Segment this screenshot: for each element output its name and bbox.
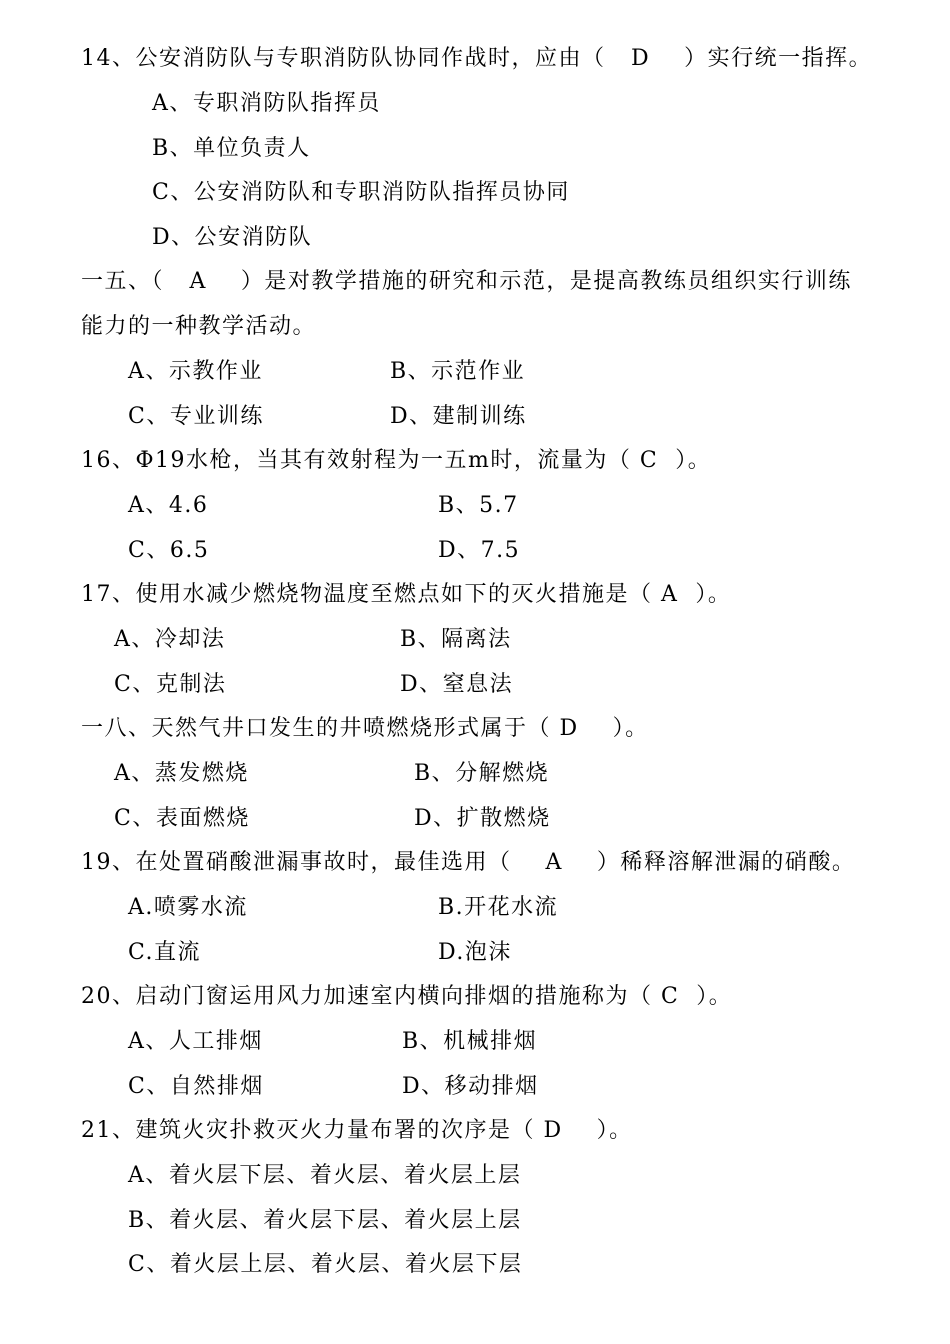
question-21-stem: 21、建筑火灾扑救灭火力量布署的次序是（ D ）。	[81, 1118, 633, 1143]
question-20-option-d: D、移动排烟	[402, 1074, 539, 1099]
question-19-stem: 19、在处置硝酸泄漏事故时，最佳选用（ A ）稀释溶解泄漏的硝酸。	[81, 850, 856, 875]
question-17-stem: 17、使用水减少燃烧物温度至燃点如下的灭火措施是（ A ）。	[81, 582, 732, 607]
question-18-option-a: A、蒸发燃烧	[114, 761, 249, 786]
question-14-stem: 14、公安消防队与专职消防队协同作战时，应由（ D ）实行统一指挥。	[81, 46, 873, 71]
question-19-option-c: C.直流	[128, 940, 202, 965]
question-18-option-b: B、分解燃烧	[414, 761, 550, 786]
question-14-option-d: D、公安消防队	[152, 225, 313, 250]
question-16-stem: 16、Φ19水枪，当其有效射程为一五m时，流量为（ C ）。	[81, 448, 712, 473]
question-20-option-c: C、自然排烟	[128, 1074, 264, 1099]
question-20-stem: 20、启动门窗运用风力加速室内横向排烟的措施称为（ C ）。	[81, 984, 733, 1009]
question-20-option-a: A、人工排烟	[128, 1029, 263, 1054]
question-14-option-c: C、公安消防队和专职消防队指挥员协同	[152, 180, 570, 205]
question-17-option-c: C、克制法	[114, 672, 227, 697]
question-18-option-d: D、扩散燃烧	[414, 806, 551, 831]
question-14-option-b: B、单位负责人	[152, 136, 311, 161]
question-17-option-b: B、隔离法	[400, 627, 512, 652]
question-16-option-b: B、5.7	[438, 493, 519, 518]
question-21-option-a: A、着火层下层、着火层、着火层上层	[128, 1163, 522, 1188]
question-20-option-b: B、机械排烟	[402, 1029, 538, 1054]
question-21-option-b: B、着火层、着火层下层、着火层上层	[128, 1208, 522, 1233]
question-16-option-c: C、6.5	[128, 538, 210, 563]
question-19-option-b: B.开花水流	[438, 895, 559, 920]
question-18-option-c: C、表面燃烧	[114, 806, 250, 831]
question-15-stem-line1: 一五、（ A ）是对教学措施的研究和示范，是提高教练员组织实行训练	[81, 269, 852, 294]
question-17-option-d: D、窒息法	[400, 672, 514, 697]
question-21-option-c: C、着火层上层、着火层、着火层下层	[128, 1252, 523, 1277]
question-15-option-d: D、建制训练	[390, 404, 527, 429]
question-17-option-a: A、冷却法	[114, 627, 226, 652]
question-14-option-a: A、专职消防队指挥员	[152, 91, 381, 116]
question-15-option-a: A、示教作业	[128, 359, 263, 384]
question-18-stem: 一八、天然气井口发生的井喷燃烧形式属于（ D ）。	[81, 716, 649, 741]
question-19-option-a: A.喷雾水流	[128, 895, 248, 920]
question-15-option-b: B、示范作业	[390, 359, 526, 384]
question-16-option-d: D、7.5	[438, 538, 521, 563]
question-15-option-c: C、专业训练	[128, 404, 264, 429]
question-15-stem-line2: 能力的一种教学活动。	[81, 314, 317, 339]
question-16-option-a: A、4.6	[128, 493, 209, 518]
question-19-option-d: D.泡沫	[438, 940, 512, 965]
